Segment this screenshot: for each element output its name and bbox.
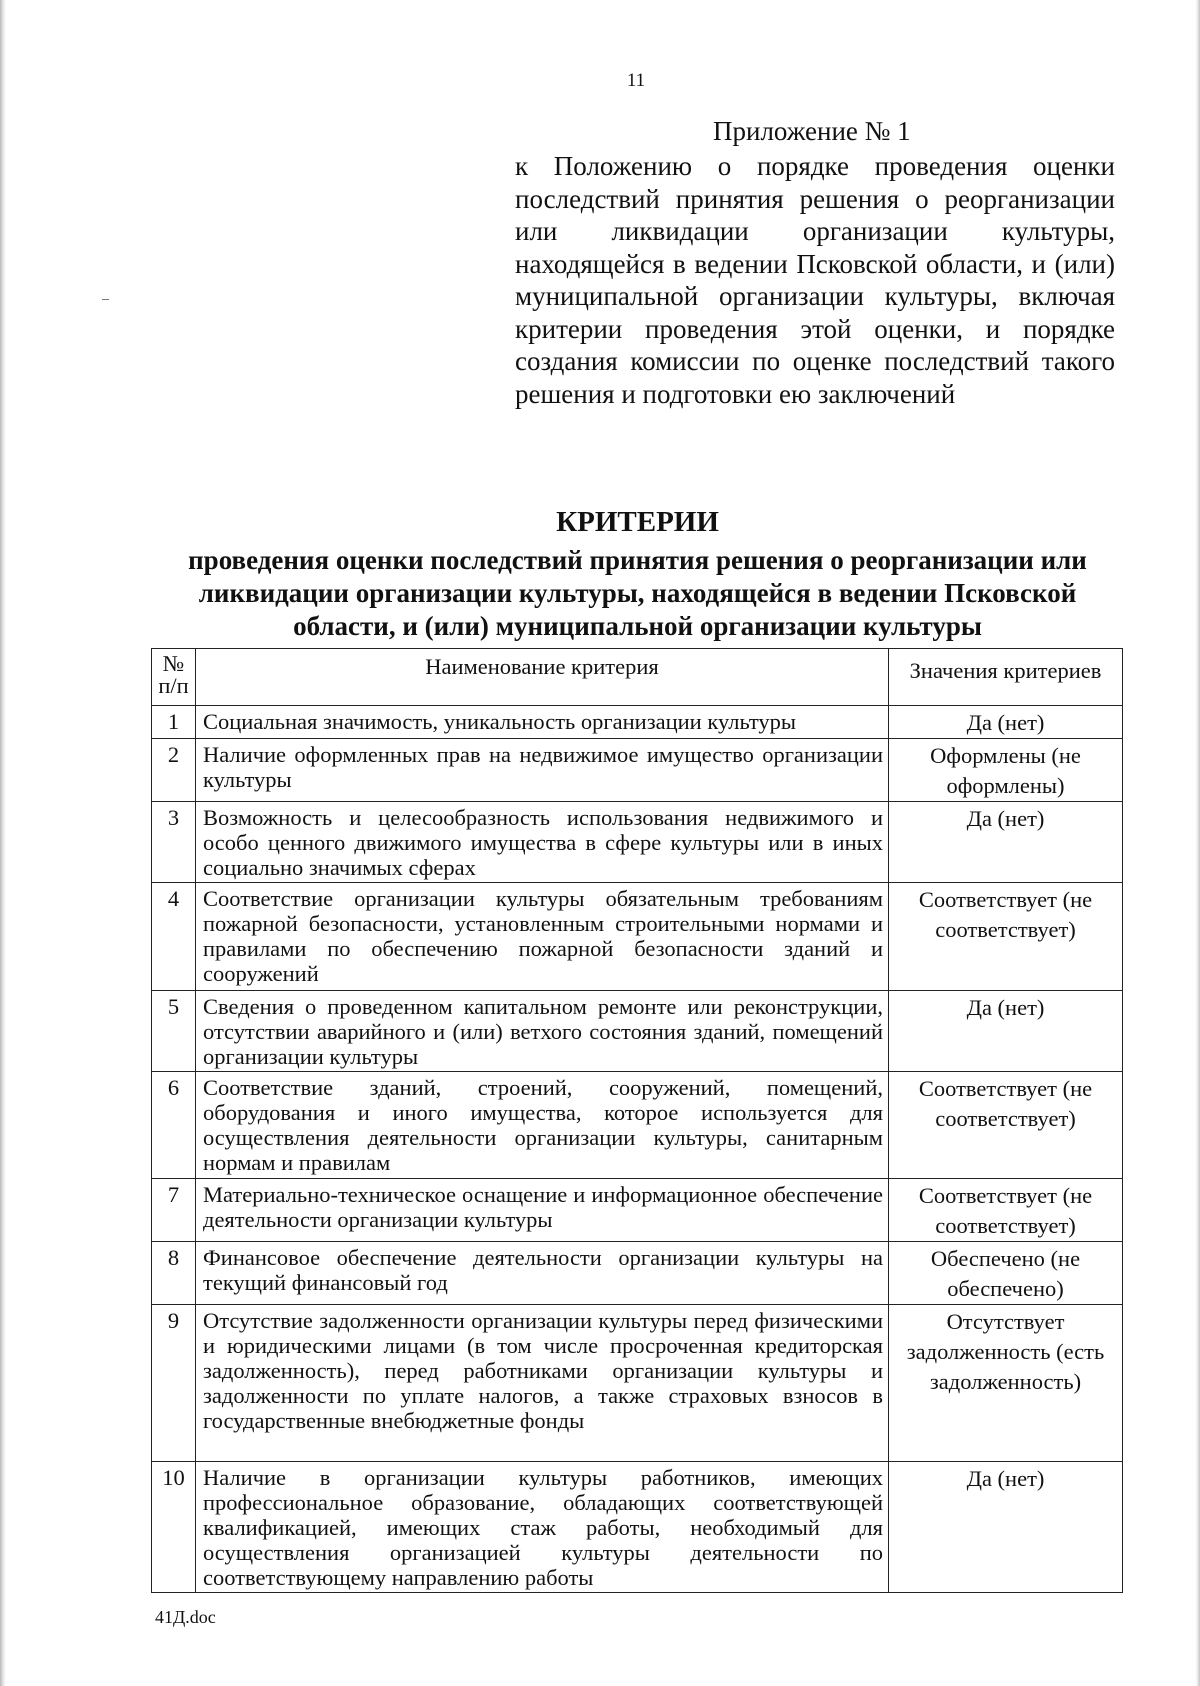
row-number: 6	[152, 1072, 196, 1179]
table-row	[152, 1462, 1123, 1593]
criterion-value: Да (нет)	[889, 1462, 1123, 1593]
criterion-value: Да (нет)	[889, 706, 1123, 739]
criterion-name: Соответствие зданий, строений, сооружений, помещений, оборудования и иного имущества, которое используется для осуществления деятельности организации культуры, санитарным нормам и правилам	[196, 1072, 889, 1179]
row-number: 9	[152, 1305, 196, 1462]
criterion-name: Социальная значимость, уникальность организации культуры	[196, 706, 889, 739]
table-row	[152, 883, 1123, 991]
scan-speck	[102, 299, 109, 300]
criterion-name: Финансовое обеспечение деятельности организации культуры на текущий финансовый год	[196, 1242, 889, 1305]
criteria-subtitle: проведения оценки последствий принятия решения о реорганизации или ликвидации организации культуры, находящейся в ведении Псковской области, и (или) муниципальной организации культуры	[188, 545, 1087, 641]
table-row	[152, 1305, 1123, 1462]
scan-edge-left	[0, 0, 6, 1686]
appendix-text: к Положению о порядке проведения оценки последствий принятия решения о реорганизации или ликвидации организации культуры, находящейся в ведении Псковской области, и (или) муниципальной организации культуры, включая критерии проведения этой оценки, и порядке создания комиссии по оценке последствий такого решения и подготовки ею заключений	[515, 151, 1115, 409]
header-num: № п/п	[152, 649, 196, 706]
appendix-title: Приложение № 1	[713, 116, 911, 146]
criteria-title: КРИТЕРИИ	[556, 506, 719, 538]
row-number: 2	[152, 739, 196, 802]
table-row	[152, 1242, 1123, 1305]
table-row	[152, 802, 1123, 883]
criterion-value: Соответствует (не соответствует)	[889, 1179, 1123, 1242]
criteria-table	[151, 648, 1123, 1593]
appendix-block	[515, 114, 1115, 410]
criterion-name: Отсутствие задолженности организации культуры перед физическими и юридическими лицами (в том числе просроченная кредиторская задолженность), перед работниками организации культуры и задолженности по уплате налогов, а также страховых взносов в государственные внебюджетные фонды	[196, 1305, 889, 1462]
criterion-value: Обеспечено (не обеспечено)	[889, 1242, 1123, 1305]
row-number: 5	[152, 991, 196, 1072]
criterion-name: Сведения о проведенном капитальном ремонте или реконструкции, отсутствии аварийного и (или) ветхого состояния зданий, помещений организации культуры	[196, 991, 889, 1072]
table-row	[152, 1179, 1123, 1242]
row-number: 10	[152, 1462, 196, 1593]
table-row	[152, 1072, 1123, 1179]
row-number: 7	[152, 1179, 196, 1242]
row-number: 1	[152, 706, 196, 739]
table-row	[152, 739, 1123, 802]
header-value: Значения критериев	[889, 649, 1123, 706]
header-name: Наименование критерия	[196, 649, 889, 706]
table-row	[152, 991, 1123, 1072]
table-row	[152, 706, 1123, 739]
criterion-value: Соответствует (не соответствует)	[889, 1072, 1123, 1179]
footer-filename: 41Д.doc	[155, 1607, 216, 1627]
criterion-name: Наличие оформленных прав на недвижимое имущество организации культуры	[196, 739, 889, 802]
criterion-value: Да (нет)	[889, 802, 1123, 883]
criterion-name: Материально-техническое оснащение и информационное обеспечение деятельности организации культуры	[196, 1179, 889, 1242]
criterion-value: Да (нет)	[889, 991, 1123, 1072]
criterion-value: Отсутствует задолженность (есть задолженность)	[889, 1305, 1123, 1462]
criterion-name: Соответствие организации культуры обязательным требованиям пожарной безопасности, установленным строительными нормами и правилами по обеспечению пожарной безопасности зданий и сооружений	[196, 883, 889, 991]
criterion-value: Оформлены (не оформлены)	[889, 739, 1123, 802]
criteria-heading	[150, 502, 1125, 643]
page-number: 11	[626, 70, 646, 91]
row-number: 4	[152, 883, 196, 991]
row-number: 8	[152, 1242, 196, 1305]
scan-edge-right	[1195, 0, 1200, 1686]
criterion-name: Возможность и целесообразность использования недвижимого и особо ценного движимого имущества в сфере культуры или в иных социально значимых сферах	[196, 802, 889, 883]
table-header-row	[152, 649, 1123, 706]
criterion-value: Соответствует (не соответствует)	[889, 883, 1123, 991]
criterion-name: Наличие в организации культуры работников, имеющих профессиональное образование, обладающих соответствующей квалификацией, имеющих стаж работы, необходимый для осуществления организацией культуры деятельности по соответствующему направлению работы	[196, 1462, 889, 1593]
row-number: 3	[152, 802, 196, 883]
